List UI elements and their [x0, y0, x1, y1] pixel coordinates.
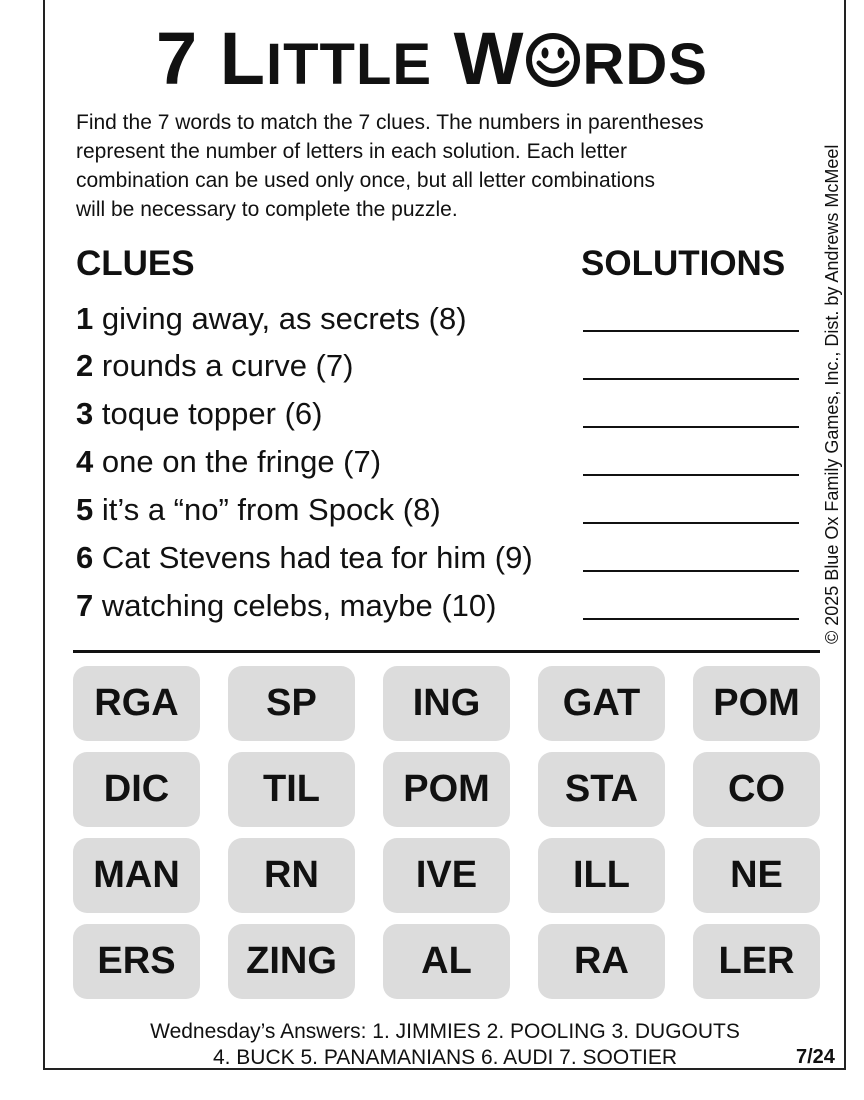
- clue-2: [76, 348, 353, 384]
- title-word2-rest: RDS: [582, 32, 708, 97]
- letter-tile[interactable]: IVE: [383, 838, 510, 913]
- letter-tile[interactable]: RA: [538, 924, 665, 999]
- clue-4: [76, 444, 381, 480]
- clue-1: [76, 301, 467, 337]
- title-word1-rest: ITTLE: [265, 32, 433, 97]
- letter-tile[interactable]: ILL: [538, 838, 665, 913]
- copyright-notice: © 2025 Blue Ox Family Games, Inc., Dist. by Andrews McMeel: [822, 144, 842, 644]
- letter-tile[interactable]: LER: [693, 924, 820, 999]
- clue-number: 6: [76, 540, 94, 575]
- letter-tile[interactable]: ZING: [228, 924, 355, 999]
- title-word2-initial: W: [453, 17, 525, 100]
- instructions-line: combination can be used only once, but all letter combinations: [76, 169, 656, 192]
- divider: [73, 650, 820, 653]
- previous-answers: [0, 1019, 864, 1071]
- solution-blank-2[interactable]: [583, 378, 799, 380]
- letter-tile[interactable]: POM: [693, 666, 820, 741]
- instructions-line: Find the 7 words to match the 7 clues. The numbers in parentheses: [76, 111, 704, 134]
- clue-5: [76, 492, 441, 528]
- letter-tile[interactable]: NE: [693, 838, 820, 913]
- puzzle-title: [0, 14, 864, 110]
- previous-answers-line: Wednesday’s Answers: 1. JIMMIES 2. POOLING 3. DUGOUTS: [150, 1020, 740, 1043]
- letter-tile[interactable]: SP: [228, 666, 355, 741]
- letter-tile[interactable]: TIL: [228, 752, 355, 827]
- clues-heading: CLUES: [76, 244, 195, 283]
- puzzle-date: 7/24: [796, 1046, 835, 1068]
- letter-tile[interactable]: CO: [693, 752, 820, 827]
- letter-tile[interactable]: POM: [383, 752, 510, 827]
- clue-3: [76, 396, 322, 432]
- letter-tile[interactable]: ERS: [73, 924, 200, 999]
- solutions-heading: SOLUTIONS: [581, 244, 786, 283]
- letter-tile[interactable]: RGA: [73, 666, 200, 741]
- clue-number: 4: [76, 444, 94, 479]
- instructions-line: represent the number of letters in each solution. Each letter: [76, 140, 627, 163]
- instructions-line: will be necessary to complete the puzzle.: [76, 198, 458, 221]
- clue-6: [76, 540, 533, 576]
- letter-tile[interactable]: AL: [383, 924, 510, 999]
- clue-text: rounds a curve (7): [101, 348, 354, 383]
- clue-text: it’s a “no” from Spock (8): [101, 492, 441, 527]
- letter-tile[interactable]: MAN: [73, 838, 200, 913]
- previous-answers-line: 4. BUCK 5. PANAMANIANS 6. AUDI 7. SOOTIER: [212, 1046, 678, 1069]
- letter-tile[interactable]: STA: [538, 752, 665, 827]
- smiley-icon: [525, 32, 581, 88]
- solution-blank-3[interactable]: [583, 426, 799, 428]
- solution-blank-5[interactable]: [583, 522, 799, 524]
- clue-7: [76, 588, 496, 624]
- clue-number: 5: [76, 492, 94, 527]
- solution-blank-6[interactable]: [583, 570, 799, 572]
- solution-blank-4[interactable]: [583, 474, 799, 476]
- letter-tile[interactable]: GAT: [538, 666, 665, 741]
- instructions: [76, 108, 821, 224]
- title-prefix: 7: [156, 17, 220, 100]
- letter-tile[interactable]: DIC: [73, 752, 200, 827]
- clue-text: one on the fringe (7): [101, 444, 382, 479]
- clue-number: 2: [76, 348, 94, 383]
- title-word1-initial: L: [219, 17, 266, 100]
- clue-text: watching celebs, maybe (10): [101, 588, 497, 623]
- clue-number: 3: [76, 396, 94, 431]
- solution-blank-7[interactable]: [583, 618, 799, 620]
- letter-tile[interactable]: ING: [383, 666, 510, 741]
- clue-text: Cat Stevens had tea for him (9): [101, 540, 533, 575]
- clue-number: 7: [76, 588, 94, 623]
- clue-text: toque topper (6): [101, 396, 323, 431]
- solution-blank-1[interactable]: [583, 330, 799, 332]
- letter-tile[interactable]: RN: [228, 838, 355, 913]
- clue-text: giving away, as secrets (8): [101, 301, 467, 336]
- clue-number: 1: [76, 301, 94, 336]
